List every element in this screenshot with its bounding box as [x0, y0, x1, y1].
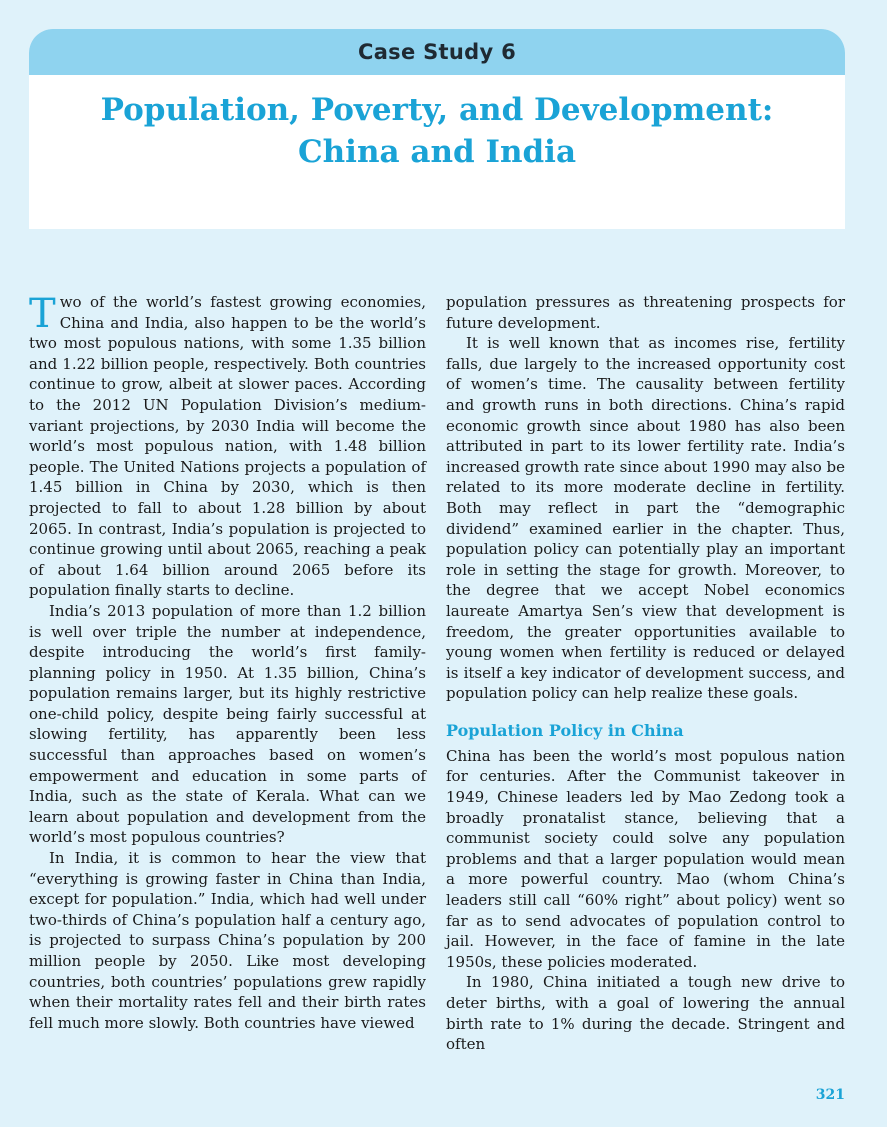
case-label-band [29, 29, 845, 75]
page-number: 321 [815, 1087, 845, 1103]
left-column [29, 292, 426, 1033]
right-column [446, 292, 845, 1055]
case-study-header [29, 29, 845, 229]
paragraph-text: wo of the world’s fastest growing economies, China and India, also happen to be the world’s two most populous nations, with some 1.35 billion and 1.22 billion people, respectively. Both countries continue to grow, albeit at slower paces. According to the 2012 UN Population Division’s medium-variant projections, by 2030 India will become the world’s most populous nation, with 1.48 billion people. The United Nations projects a population of 1.45 billion in China by 2030, which is then projected to fall to about 1.28 billion by about 2065. In contrast, India’s population is projected to continue growing until about 2065, reaching a peak of about 1.64 billion around 2065 before its population finally starts to decline. [29, 293, 426, 600]
paragraph: In India, it is common to hear the view that “everything is growing faster in China than India, except for population.” India, which had well under two-thirds of China’s population half a century ago, is projected to surpass China’s population by 200 million people by 2050. Like most developing countries, both countries’ populations grew rapidly when their mortality rates fell and their birth rates fell much more slowly. Both countries have viewed [29, 849, 426, 1032]
paragraph: population pressures as threatening prospects for future development. [446, 293, 845, 332]
drop-cap: T [29, 291, 56, 337]
paragraph: In 1980, China initiated a tough new drive to deter births, with a goal of lowering the annual birth rate to 1% during the decade. Stringent and often [446, 973, 845, 1054]
section-heading: Population Policy in China [446, 720, 684, 740]
case-label: Case Study 6 [358, 40, 516, 64]
paragraph [29, 292, 426, 601]
page-title [29, 89, 845, 173]
title-line-2: China and India [297, 134, 577, 170]
paragraph: India’s 2013 population of more than 1.2 billion is well over triple the number at independence, despite introducing the world’s first family-planning policy in 1950. At 1.35 billion, China’s population remains larger, but its highly restrictive one-child policy, despite being fairly successful at slowing fertility, has apparently been less successful than approaches based on women’s empowerment and education in some parts of India, such as the state of Kerala. What can we learn about population and development from the world’s most populous countries? [29, 601, 426, 847]
paragraph: It is well known that as incomes rise, fertility falls, due largely to the increased opportunity cost of women’s time. The causality between fertility and growth runs in both directions. China’s rapid economic growth since about 1980 has also been attributed in part to its lower fertility rate. India’s increased growth rate since about 1990 may also be related to its more moderate decline in fertility. Both may reflect in part the “demographic dividend” examined earlier in the chapter. Thus, population policy can potentially play an important role in setting the stage for growth. Moreover, to the degree that we accept Nobel economics laureate Amartya Sen’s view that development is freedom, the greater opportunities available to young women when fertility is reduced or delayed is itself a key indicator of development success, and population policy can help realize these goals. [446, 334, 845, 703]
paragraph: China has been the world’s most populous nation for centuries. After the Communist takeover in 1949, Chinese leaders led by Mao Zedong took a broadly pronatalist stance, believing that a communist society could solve any population problems and that a larger population would mean a more powerful country. Mao (whom China’s leaders still call “60% right” about policy) went so far as to send advocates of population control to jail. However, in the face of famine in the late 1950s, these policies moderated. [446, 746, 845, 971]
title-line-1: Population, Poverty, and Development: [100, 92, 774, 128]
